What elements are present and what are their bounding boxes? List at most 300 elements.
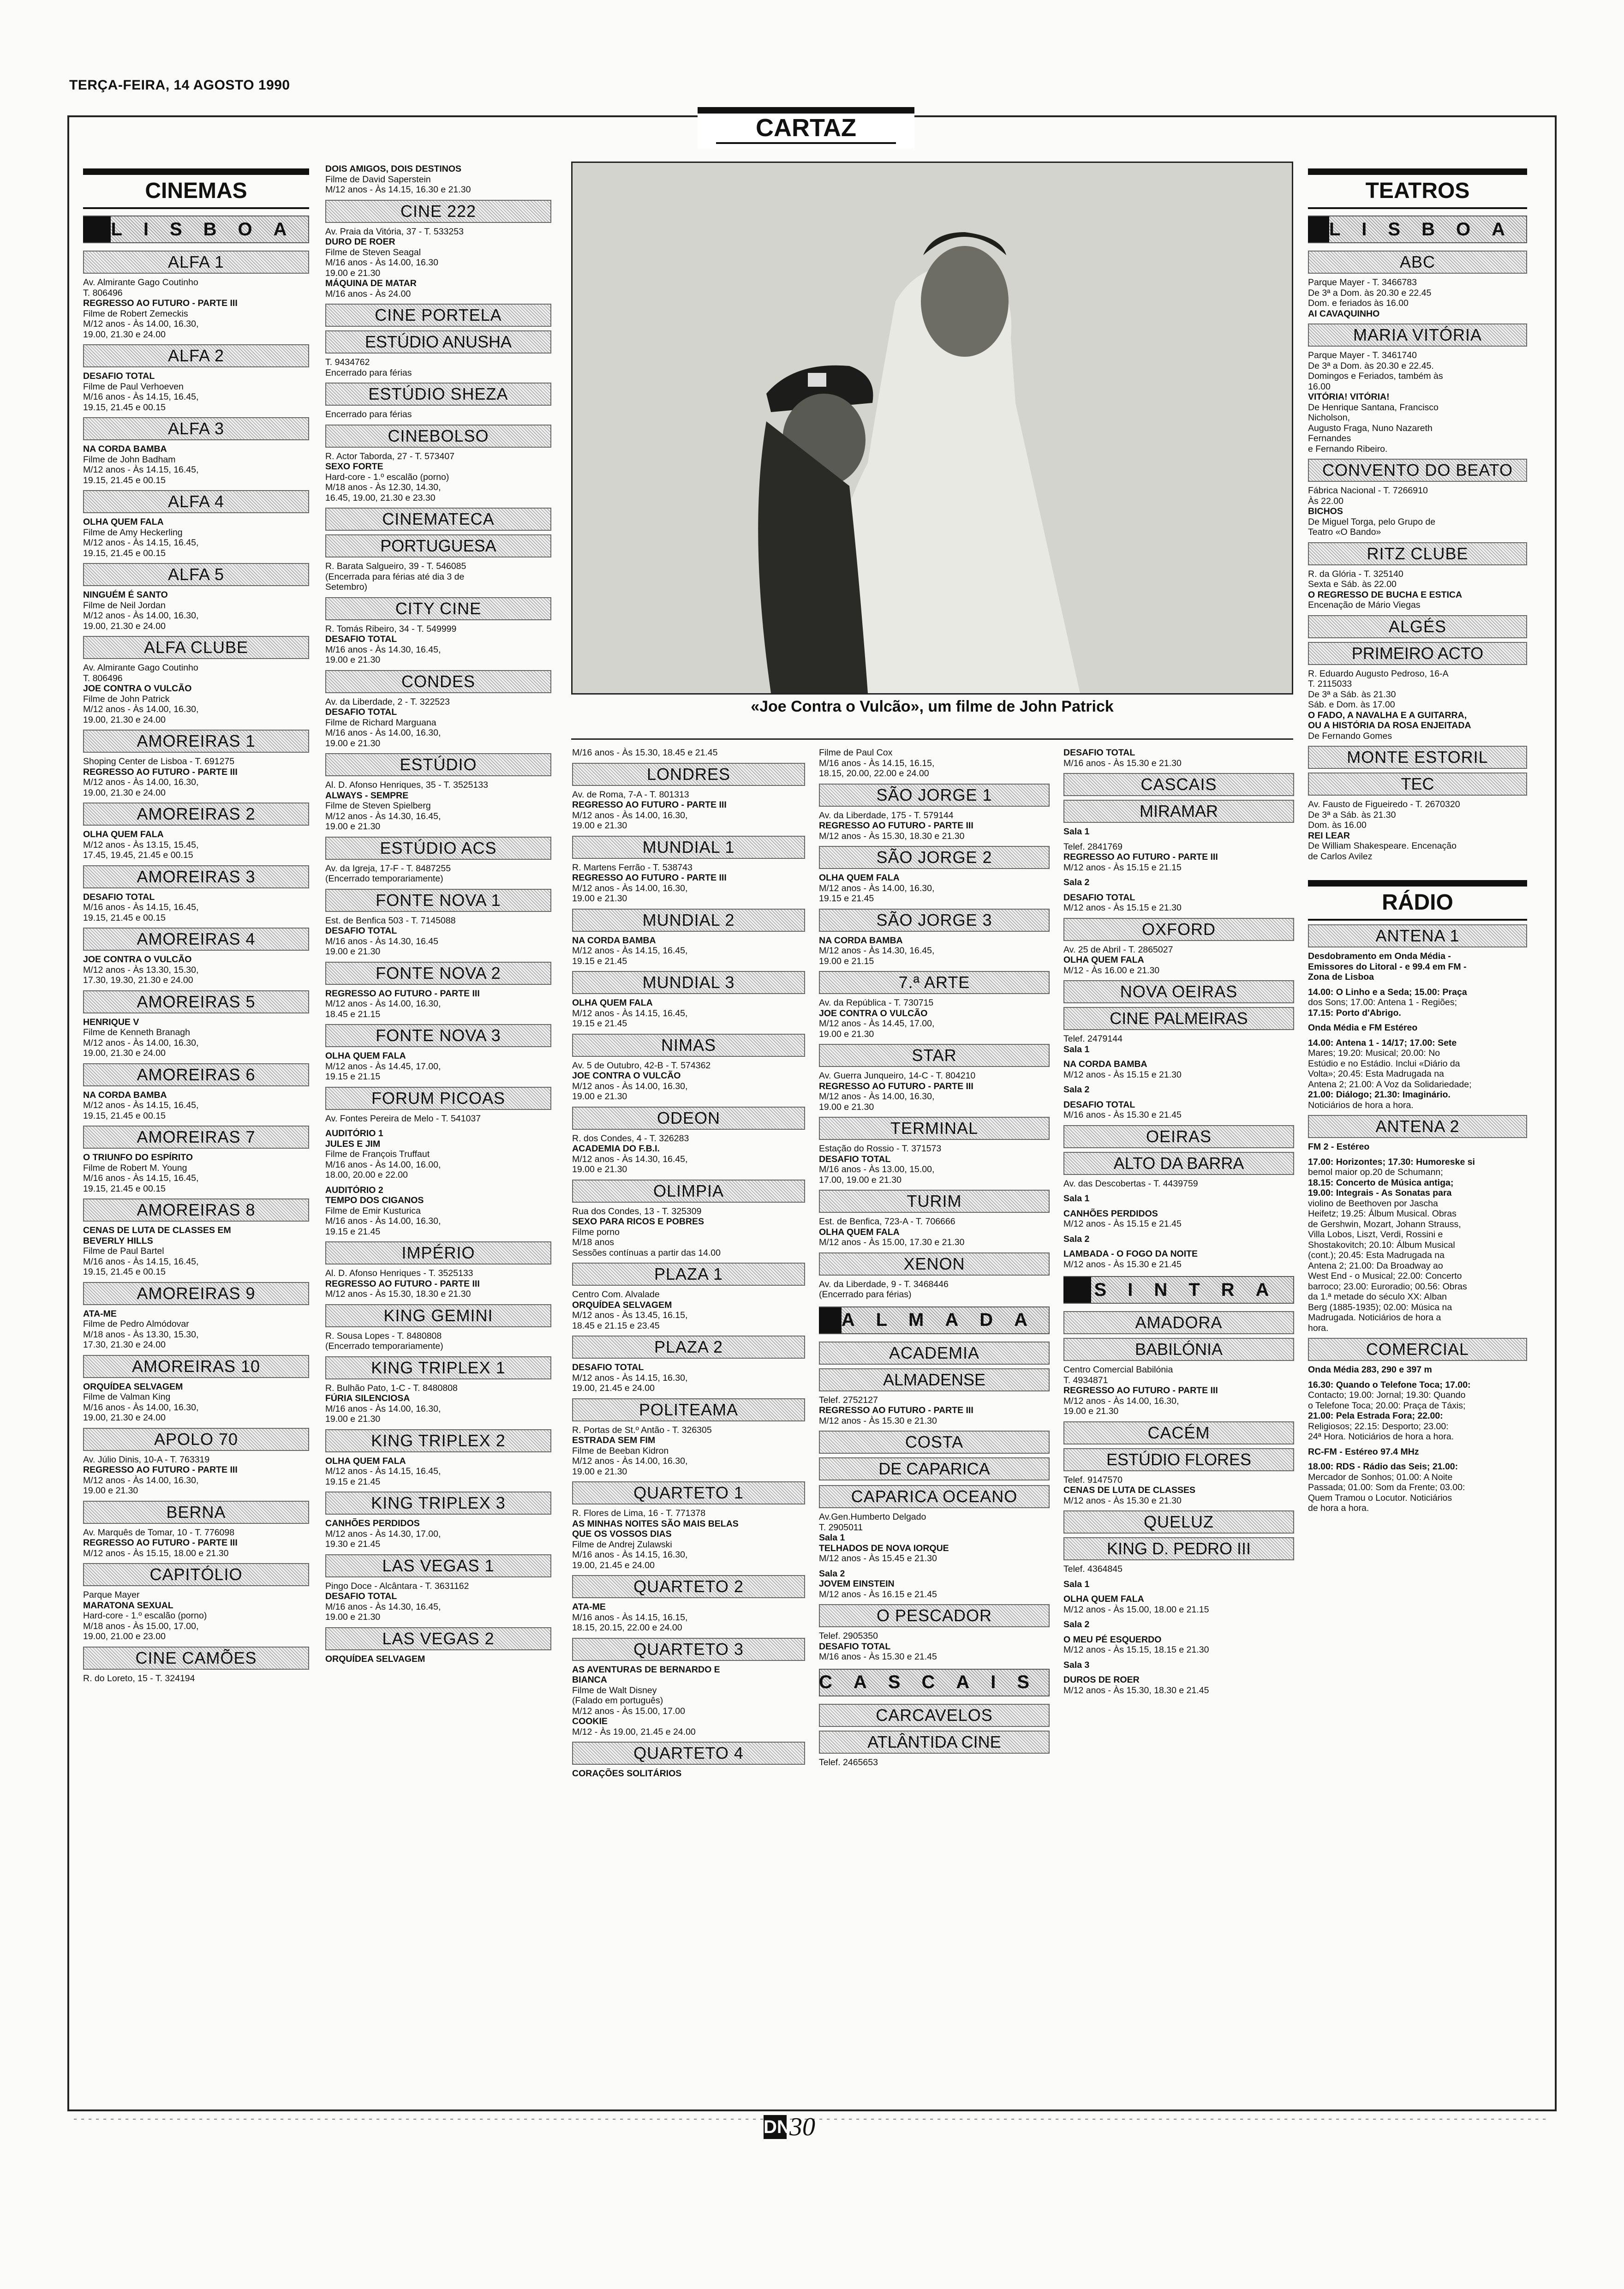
listing-line: bemol maior op.20 de Schumann; [1308, 1167, 1443, 1177]
listing-line: RC-FM - Estéreo 97.4 MHz [1308, 1446, 1419, 1457]
listing-line: M/16 anos - Às 14.00, 16.30, [325, 1403, 441, 1414]
listing-line: M/16 anos - Às 14.15, 16.15, [572, 1612, 688, 1623]
venue-name: CINE CAMÕES [83, 1647, 309, 1670]
newspaper-logo [764, 2111, 874, 2143]
listing-col2-16 [325, 1356, 551, 1425]
venue-name: 7.ª ARTE [819, 971, 1050, 994]
venue-name: KING TRIPLEX 3 [325, 1492, 551, 1515]
listing-line: REGRESSO AO FUTURO - PARTE III [83, 298, 238, 308]
listing-col4-6 [819, 1117, 1050, 1185]
venue-name: ALFA 2 [83, 344, 309, 367]
listing-col1-3 [83, 490, 309, 558]
listing-line: R. Flores de Lima, 16 - T. 771378 [572, 1508, 706, 1518]
listing-line: Filme de Paul Verhoeven [83, 381, 184, 392]
listing-line: M/12 anos - Às 15.30 e 21.30 [819, 1415, 937, 1426]
listing-line: M/12 anos - Às 14.00, 16.30, [83, 611, 199, 621]
listing-line: DESAFIO TOTAL [83, 371, 155, 381]
listing-col2-2 [325, 304, 551, 378]
listing-line: 19.00 e 21.30 [325, 1612, 381, 1622]
listing-line: REGRESSO AO FUTURO - PARTE III [83, 767, 238, 777]
listing-line: Telef. 2841769 [1063, 841, 1122, 852]
listing-line: M/12 anos - Às 14.15, 16.45, [83, 465, 199, 475]
page-date: TERÇA-FEIRA, 14 AGOSTO 1990 [69, 78, 290, 93]
listing-line: ATA-ME [572, 1602, 606, 1612]
listing-col1-15 [83, 1355, 309, 1423]
almada-banner: ALMADA [819, 1306, 1050, 1334]
listing-col2-19 [325, 1554, 551, 1623]
listing-col1-17 [83, 1501, 309, 1559]
listing-line: M/12 anos - Às 14.00, 16.30, [819, 1091, 935, 1102]
listing-line: violino de Beethoven por Jascha [1308, 1198, 1438, 1209]
listing-line: De Miguel Torga, pelo Grupo de [1308, 516, 1436, 527]
venue-name: AMOREIRAS 3 [83, 865, 309, 888]
listing-line: Mercador de Sonhos; 01.00: A Noite [1308, 1472, 1453, 1482]
listing-line: Quem Tramou o Locutor. Noticiários [1308, 1492, 1452, 1503]
listing-line: M/12 anos - Às 13.30, 15.30, [83, 965, 199, 975]
listing-line: O TRIUNFO DO ESPÍRITO [83, 1152, 193, 1162]
listing-line: R. Actor Taborda, 27 - T. 573407 [325, 451, 455, 461]
radio-title: RÁDIO [1382, 890, 1453, 915]
listing-line: M/18 anos - Às 15.00, 17.00, [83, 1621, 199, 1631]
listing-radio-1 [1308, 1115, 1527, 1333]
listing-line: hora. [1308, 1323, 1329, 1333]
listing-line: M/18 anos [572, 1237, 615, 1247]
listing-line: 19.00, 21.30 e 24.00 [83, 329, 166, 340]
listing-line: de Gershwin, Mozart, Johann Strauss, [1308, 1219, 1461, 1229]
listing-line: REGRESSO AO FUTURO - PARTE III [1063, 1385, 1218, 1396]
listing-line: QUE OS VOSSOS DIAS [572, 1529, 672, 1539]
listing-line: NA CORDA BAMBA [83, 444, 167, 454]
listing-col5-0 [1063, 748, 1294, 768]
listing-col2-11 [325, 962, 551, 1020]
masthead-title: CARTAZ [756, 114, 856, 142]
listing-line: M/12 anos - Às 15.15 e 21.15 [1063, 862, 1182, 873]
venue-name: ESTÚDIO SHEZA [325, 383, 551, 406]
listing-line: M/12 anos - Às 14.00, 16.30, [325, 999, 441, 1009]
listing-radio-0 [1308, 924, 1527, 1110]
listing-line: Onda Média 283, 290 e 397 m [1308, 1365, 1432, 1375]
venue-name: CAPARICA OCEANO [819, 1485, 1050, 1508]
listing-line: OU A HISTÓRIA DA ROSA ENJEITADA [1308, 720, 1471, 731]
listing-line: Filme de Valman King [83, 1392, 171, 1402]
cinemas-column-2 [325, 164, 551, 1669]
listing-line: 19.00, 21.30 e 24.00 [83, 787, 166, 798]
venue-name: TERMINAL [819, 1117, 1050, 1140]
venue-name: LONDRES [572, 763, 805, 786]
listing-line: M/12 anos - Às 13.45, 16.15, [572, 1310, 688, 1320]
listing-line: Filme de Paul Cox [819, 748, 893, 758]
listing-line: DURO DE ROER [325, 237, 395, 247]
listing-teatros-5 [1308, 746, 1527, 862]
listing-line: o Telefone Toca; 20.00: Praça de Táxis; [1308, 1400, 1466, 1411]
listing-line: Passada; 01.00: Som da Frente; 03.00: [1308, 1482, 1465, 1492]
listing-line: Às 22.00 [1308, 496, 1343, 506]
listing-line: CENAS DE LUTA DE CLASSES EM [83, 1225, 231, 1235]
listing-line: 19.15, 21.45 e 00.15 [83, 402, 166, 413]
listing-line: Shostakovitch; 20.10: Álbum Musical [1308, 1240, 1455, 1250]
listing-line: M/12 anos - Às 14.30, 16.45, [325, 811, 441, 821]
listing-col2-4 [325, 425, 551, 503]
listing-line: JULES E JIM [325, 1139, 381, 1149]
listing-line [1063, 837, 1294, 842]
listing-line: West End - o Musical; 22.00: Concerto [1308, 1271, 1462, 1281]
listing-line: M/12 anos - Às 15.15, 18.15 e 21.30 [1063, 1645, 1209, 1655]
listing-col4-5 [819, 1044, 1050, 1112]
listing-line: Fábrica Nacional - T. 7266910 [1308, 485, 1428, 496]
listing-line: Sessões contínuas a partir das 14.00 [572, 1247, 721, 1258]
listing-line [1063, 873, 1294, 877]
listing-line: 19.15, 21.45 e 00.15 [83, 1110, 166, 1121]
listing-line: 19.15 e 21.45 [325, 1476, 381, 1487]
listing-col2-6 [325, 597, 551, 665]
listing-line: Av. da República - T. 730715 [819, 998, 934, 1008]
teatros-header [1308, 168, 1527, 209]
teatros-lisboa-banner: LISBOA [1308, 216, 1527, 243]
cinemas-title: CINEMAS [145, 179, 247, 203]
listing-line: Antena 2; 21.00: A Voz da Solidariedade; [1308, 1079, 1472, 1090]
teatros-radio-column [1308, 168, 1527, 1518]
listing-line: Filme de Richard Marguana [325, 717, 436, 728]
listing-line: M/12 anos - Às 15.00, 17.00 [572, 1706, 685, 1716]
listing-line: M/12 - Às 16.00 e 21.30 [1063, 965, 1160, 976]
listing-col1-7 [83, 803, 309, 861]
venue-name: CONVENTO DO BEATO [1308, 459, 1527, 482]
listing-line: Telef. 2905350 [819, 1631, 878, 1641]
cinemas-column-5 [1063, 748, 1294, 1700]
listing-line: M/16 anos - Às 14.30, 16.45, [325, 644, 441, 655]
venue-name-secondary: TEC [1308, 773, 1527, 796]
listing-col3-0 [572, 748, 805, 758]
venue-name: RITZ CLUBE [1308, 542, 1527, 565]
listing-col1-6 [83, 730, 309, 798]
listing-line: M/12 anos - Às 14.15, 16.30, [572, 1372, 688, 1383]
listing-col2-13 [325, 1087, 551, 1237]
listing-line: LAMBADA - O FOGO DA NOITE [1063, 1249, 1198, 1259]
listing-line [819, 1564, 1050, 1569]
listing-line: Fernandes [1308, 433, 1351, 443]
venue-name: AMOREIRAS 7 [83, 1126, 309, 1149]
listing-line: Rua dos Condes, 13 - T. 325309 [572, 1206, 702, 1216]
listing-line: M/16 anos - Às 24.00 [325, 288, 411, 299]
listing-line: 21.00: Diálogo; 21.30: Imaginário. [1308, 1090, 1451, 1100]
venue-name: OXFORD [1063, 918, 1294, 941]
listing-line: M/16 anos - Às 14.30, 16.45 [325, 936, 438, 947]
listing-line: T. 2905011 [819, 1522, 863, 1533]
listing-line: Sala 2 [1063, 1619, 1090, 1630]
venue-name: MONTE ESTORIL [1308, 746, 1527, 769]
listing-line: Noticiários de hora a hora. [1308, 1100, 1414, 1110]
listing-line: M/16 anos - Às 15.30 e 21.45 [819, 1652, 937, 1662]
cinemas-column-3 [572, 748, 805, 1784]
listing-line: BICHOS [1308, 506, 1343, 516]
lisboa-banner: LISBOA [83, 216, 309, 243]
venue-name: ACADEMIA [819, 1342, 1050, 1365]
listing-line: CANHÕES PERDIDOS [1063, 1208, 1158, 1219]
listing-line: T. 2115033 [1308, 679, 1352, 689]
page-number: 30 [789, 2113, 815, 2141]
listing-line: Setembro) [325, 582, 368, 592]
listing-teatros-1 [1308, 324, 1527, 454]
listing-col4-2 [819, 846, 1050, 904]
radio-header [1308, 880, 1527, 921]
listing-col2-1 [325, 200, 551, 300]
listing-line: Sala 1 [1063, 1193, 1090, 1204]
venue-name: XENON [819, 1252, 1050, 1276]
listing-line: (Falado em português) [572, 1696, 663, 1706]
listing-line: AS AVENTURAS DE BERNARDO E [572, 1664, 720, 1675]
listing-col2-10 [325, 889, 551, 957]
listing-line: SEXO PARA RICOS E POBRES [572, 1216, 705, 1227]
listing-line: De William Shakespeare. Encenação [1308, 841, 1457, 851]
listing-line: R. Tomás Ribeiro, 34 - T. 549999 [325, 623, 457, 634]
listing-line: Av. 25 de Abril - T. 2865027 [1063, 944, 1173, 955]
listing-line: Parque Mayer [83, 1590, 140, 1600]
listing-col5_sintra-0 [1063, 1311, 1294, 1417]
listing-line: Religiosos; 22.15: Desporto; 23.00: [1308, 1421, 1449, 1432]
listing-line: MARATONA SEXUAL [83, 1600, 173, 1611]
listing-line: Est. de Benfica, 723-A - T. 706666 [819, 1216, 955, 1227]
listing-teatros-2 [1308, 459, 1527, 538]
listing-line: 14.00: O Linho e a Seda; 15.00: Praça [1308, 987, 1467, 997]
listing-line: Est. de Benfica 503 - T. 7145088 [325, 915, 456, 926]
listing-line: M/12 anos - Às 14.00, 16.30, [572, 1081, 688, 1091]
listing-line: 14.00: Antena 1 - 14/17; 17.00: Sete [1308, 1037, 1457, 1048]
listing-line: REGRESSO AO FUTURO - PARTE III [1063, 852, 1218, 862]
venue-name: MUNDIAL 2 [572, 909, 805, 932]
listing-line: M/16 anos - Às 15.30 e 21.30 [1063, 758, 1182, 768]
listing-line: Filme de John Badham [83, 454, 176, 465]
listing-line: T. 9434762 [325, 357, 370, 367]
listing-line: M/16 anos - Às 15.30, 18.45 e 21.45 [572, 748, 718, 758]
listing-line: 19.00, 21.45 e 24.00 [572, 1560, 655, 1570]
listing-line: SEXO FORTE [325, 461, 383, 472]
listing-line: OLHA QUEM FALA [819, 873, 900, 883]
listing-line: Av. da Liberdade, 175 - T. 579144 [819, 810, 954, 821]
listing-line: DOIS AMIGOS, DOIS DESTINOS [325, 164, 462, 174]
listing-line: M/12 anos - Às 14.30, 16.45, [572, 1154, 688, 1164]
listing-line: Domingos e Feriados, também às [1308, 371, 1443, 381]
listing-line: Parque Mayer - T. 3461740 [1308, 350, 1417, 360]
listing-col1-5 [83, 636, 309, 725]
listing-line: 19.15, 21.45 e 00.15 [83, 1183, 166, 1194]
venue-name: ABC [1308, 251, 1527, 274]
venue-name: ALFA 3 [83, 417, 309, 440]
listing-line: 19.15 e 21.45 [819, 893, 874, 904]
listing-line: T. 806496 [83, 288, 123, 298]
listing-line: DUROS DE ROER [1063, 1675, 1140, 1685]
listing-line: NA CORDA BAMBA [1063, 1059, 1147, 1069]
listing-col5-2 [1063, 918, 1294, 976]
listing-line: Sala 1 [1063, 1044, 1090, 1055]
venue-name: AMOREIRAS 1 [83, 730, 309, 753]
listing-line: BEVERLY HILLS [83, 1235, 153, 1246]
listing-line: M/18 anos - Às 13.30, 15.30, [83, 1329, 199, 1340]
listing-line: Dom. às 16.00 [1308, 820, 1367, 830]
venue-name: BERNA [83, 1501, 309, 1524]
listing-line: (Encerrado temporariamente) [325, 874, 443, 884]
listing-line: NA CORDA BAMBA [819, 935, 903, 946]
listing-line: 18.00: RDS - Rádio das Seis; 21.00: [1308, 1462, 1458, 1472]
listing-line: OLHA QUEM FALA [1063, 955, 1144, 965]
listing-line: REGRESSO AO FUTURO - PARTE III [325, 988, 480, 999]
listing-line: M/12 anos - Às 14.15, 16.45, [83, 538, 199, 548]
listing-col2-14 [325, 1241, 551, 1300]
listing-line: T. 806496 [83, 673, 123, 683]
listing-col5-3 [1063, 980, 1294, 1121]
listing-col3-10 [572, 1398, 805, 1477]
venue-name: AMOREIRAS 6 [83, 1063, 309, 1086]
listing-teatros-3 [1308, 542, 1527, 611]
listing-line: Heifetz; 19.25: Álbum Musical. Obras [1308, 1209, 1457, 1219]
listing-line: 18.15, 20.15, 22.00 e 24.00 [572, 1623, 682, 1633]
listing-line: REI LEAR [1308, 830, 1350, 841]
listing-col2-20 [325, 1627, 551, 1665]
listing-col4_almada-3 [819, 1604, 1050, 1662]
listing-line: M/12 anos - Às 15.15 e 21.30 [1063, 903, 1182, 913]
listing-col1-19 [83, 1647, 309, 1684]
venue-name: CAPITÓLIO [83, 1563, 309, 1586]
listing-line: DESAFIO TOTAL [572, 1362, 644, 1372]
teatros-title: TEATROS [1365, 179, 1470, 203]
listing-line: AUDITÓRIO 1 [325, 1128, 383, 1139]
listing-line [325, 1180, 551, 1185]
listing-line: Filme de Paul Bartel [83, 1246, 164, 1256]
venue-name-secondary: ESTÚDIO FLORES [1063, 1448, 1294, 1471]
listing-line: REGRESSO AO FUTURO - PARTE III [572, 873, 727, 883]
listing-line: Filme de Beeban Kidron [572, 1445, 669, 1456]
listing-line: OLHA QUEM FALA [83, 517, 164, 527]
listing-line: M/16 anos - Às 14.15, 16.15, [819, 758, 935, 768]
listing-line: M/18 anos - Às 12.30, 14.30, [325, 482, 441, 492]
listing-line: Madrugada. Noticiários de hora a [1308, 1312, 1441, 1323]
venue-name: O PESCADOR [819, 1604, 1050, 1627]
listing-line: ORQUÍDEA SELVAGEM [572, 1300, 672, 1310]
listing-line: Av. Fontes Pereira de Melo - T. 541037 [325, 1113, 481, 1124]
listing-line: 19.15 e 21.45 [325, 1226, 381, 1237]
listing-col2-3 [325, 383, 551, 420]
venue-name: QUARTETO 2 [572, 1575, 805, 1598]
listing-line: TEMPO DOS CIGANOS [325, 1195, 424, 1205]
listing-line: ATA-ME [83, 1308, 117, 1319]
venue-name: AMOREIRAS 2 [83, 803, 309, 826]
listing-col3-13 [572, 1638, 805, 1738]
listing-line [1063, 1229, 1294, 1234]
listing-line [1063, 1615, 1294, 1619]
venue-name: SÃO JORGE 3 [819, 909, 1050, 932]
listing-line: Encerrado para férias [325, 409, 412, 419]
listing-col4-3 [819, 909, 1050, 967]
listing-line: Av. Júlio Dinis, 10-A - T. 763319 [83, 1454, 210, 1465]
listing-col2-0 [325, 164, 551, 195]
listing-line: Volta»; 20.45: Esta Madrugada na [1308, 1069, 1444, 1079]
listing-col5-4 [1063, 1125, 1294, 1270]
listing-line: Filme de Robert M. Young [83, 1162, 187, 1173]
listing-line: Av. da Liberdade, 2 - T. 322523 [325, 696, 450, 707]
listing-line: ACADEMIA DO F.B.I. [572, 1144, 660, 1154]
listing-line: Av. Almirante Gago Coutinho [83, 277, 198, 288]
venue-name: PLAZA 1 [572, 1263, 805, 1286]
listing-line: O FADO, A NAVALHA E A GUITARRA, [1308, 710, 1467, 720]
listing-line: M/12 anos - Às 14.00, 16.30, [819, 883, 935, 893]
venue-name-secondary: CINE PALMEIRAS [1063, 1007, 1294, 1030]
listing-line [1308, 1018, 1527, 1023]
listing-line: Sala 2 [1063, 1234, 1090, 1244]
listing-line: 19.00, 21.30 e 24.00 [83, 1413, 166, 1423]
listing-line: OLHA QUEM FALA [1063, 1594, 1144, 1604]
listing-line: De 3ª a Dom. às 20.30 e 22.45. [1308, 360, 1434, 371]
listing-line: Augusto Fraga, Nuno Nazareth [1308, 423, 1433, 433]
listing-line: Filme de Amy Heckerling [83, 527, 183, 538]
listing-line: DESAFIO TOTAL [325, 926, 397, 936]
listing-line: Estação do Rossio - T. 371573 [819, 1144, 942, 1154]
listing-line: 19.00, 21.45 e 24.00 [572, 1383, 655, 1393]
listing-col3-8 [572, 1263, 805, 1331]
listing-line: 19.15, 21.45 e 00.15 [83, 475, 166, 485]
listing-line: DESAFIO TOTAL [325, 634, 397, 644]
venue-name: NIMAS [572, 1034, 805, 1057]
listing-line: Encerrado para férias [325, 367, 412, 378]
listing-line: ESTRADA SEM FIM [572, 1435, 656, 1445]
listing-line: Av. Fausto de Figueiredo - T. 2670320 [1308, 799, 1460, 809]
listing-line: BIANCA [572, 1675, 607, 1685]
listing-line: Filme de Steven Spielberg [325, 801, 431, 811]
listing-line: REGRESSO AO FUTURO - PARTE III [819, 821, 973, 831]
listing-line [1063, 1095, 1294, 1100]
listing-line: Sáb. e Dom. às 17.00 [1308, 700, 1395, 710]
listing-line: M/12 anos - Às 14.15, 16.45, [325, 1466, 441, 1476]
venue-name: ANTENA 2 [1308, 1115, 1527, 1138]
listing-line: JOVEM EINSTEIN [819, 1579, 895, 1589]
listing-line: M/12 anos - Às 14.00, 16.30, [572, 810, 688, 821]
listing-line: Filme de Kenneth Branagh [83, 1027, 190, 1037]
listing-col4_almada-0 [819, 1342, 1050, 1426]
listing-line: Zona de Lisboa [1308, 972, 1374, 982]
listing-line: DESAFIO TOTAL [819, 1154, 891, 1164]
listing-line: M/12 anos - Às 15.15 e 21.45 [1063, 1219, 1182, 1229]
listing-line: 16.00 [1308, 381, 1331, 392]
cascais-banner: CASCAIS [819, 1669, 1050, 1696]
listing-line: M/12 anos - Às 14.30, 16.45, [819, 946, 935, 956]
listing-line: De 3ª a Sáb. às 21.30 [1308, 809, 1396, 820]
listing-col1-16 [83, 1428, 309, 1496]
listing-line: 19.00 e 21.30 [325, 1414, 381, 1424]
listing-line [1308, 1033, 1527, 1038]
listing-line: REGRESSO AO FUTURO - PARTE III [83, 1538, 238, 1548]
venue-name-secondary: KING D. PEDRO III [1063, 1537, 1294, 1560]
listing-line: CENAS DE LUTA DE CLASSES [1063, 1485, 1196, 1495]
venue-name-secondary: MIRAMAR [1063, 800, 1294, 823]
listing-line: M/12 anos - Às 15.30 e 21.45 [1063, 1259, 1182, 1270]
listing-line: 17.00: Horizontes; 17.30: Humoreske si [1308, 1156, 1475, 1167]
listing-line: REGRESSO AO FUTURO - PARTE III [572, 800, 727, 810]
listing-col2-15 [325, 1304, 551, 1352]
listing-line: ALWAYS - SEMPRE [325, 790, 409, 801]
listing-line [1063, 1080, 1294, 1085]
listing-line: M/16 anos - Às 14.00, 16.30, [83, 1402, 199, 1413]
listing-line: 19.15 e 21.45 [572, 956, 627, 966]
listing-line: Al. D. Afonso Henriques - T. 3525133 [325, 1268, 473, 1278]
listing-col2-8 [325, 753, 551, 832]
listing-line: Telef. 2752127 [819, 1395, 878, 1405]
listing-line: Berg (1885-1935); 02.00: Música na [1308, 1302, 1452, 1312]
listing-col3-6 [572, 1107, 805, 1175]
listing-col3-4 [572, 971, 805, 1029]
listing-line: 19.00 e 21.30 [572, 1164, 627, 1174]
listing-radio-2 [1308, 1338, 1527, 1514]
listing-line: M/12 anos - Às 14.00, 16.30, [572, 883, 688, 893]
listing-line: VITÓRIA! VITÓRIA! [1308, 392, 1390, 402]
listing-line: 19.00 e 21.30 [572, 821, 627, 831]
